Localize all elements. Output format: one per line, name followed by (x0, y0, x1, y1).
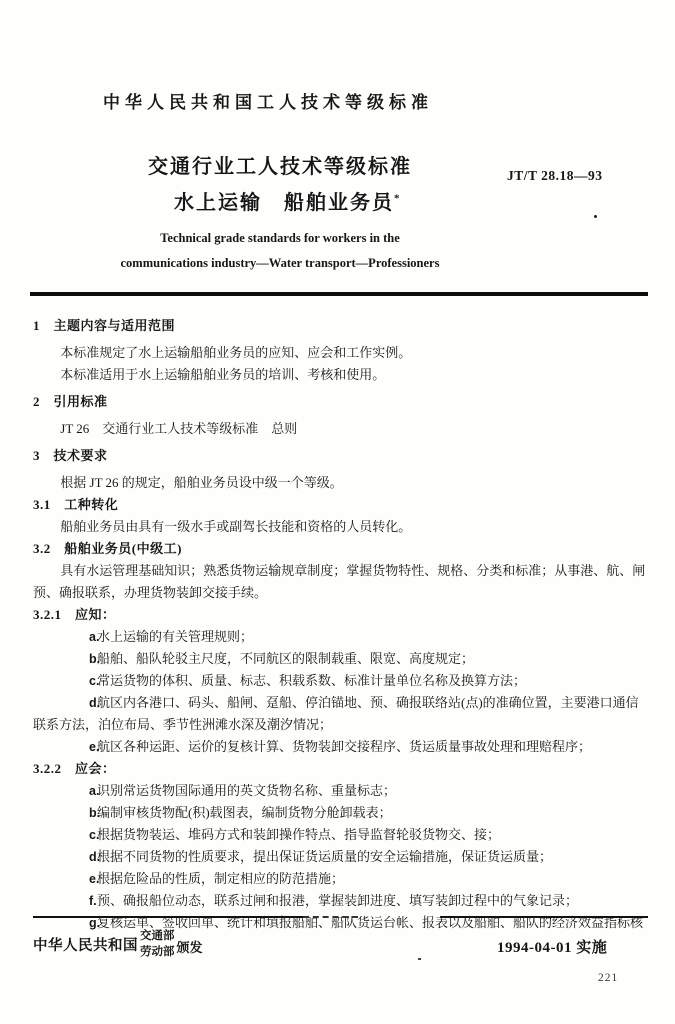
section-3-2-heading: 3.2 船舶业务员(中级工) (33, 541, 182, 556)
scan-speck (418, 958, 421, 960)
list-item (33, 626, 648, 648)
list-item-text: 船舶、船队轮驳主尺度，不同航区的限制载重、限宽、高度规定； (97, 651, 475, 666)
list-item (33, 890, 648, 912)
list-item-letter: a. (89, 630, 100, 644)
section-3-1-paragraph: 船舶业务员由具有一级水手或副驾长技能和资格的人员转化。 (60, 519, 412, 534)
list-item-letter: a. (89, 784, 100, 798)
footer-rule-right (440, 916, 648, 918)
issuer-ministry-2: 劳动部 (140, 946, 175, 958)
list-item-letter: b. (89, 652, 101, 666)
document-title-line1: 交通行业工人技术等级标准 (148, 156, 412, 178)
list-item-letter: c. (89, 828, 100, 842)
list-item (33, 736, 648, 758)
footer-rule-dashes (303, 916, 358, 918)
list-item-letter: c. (89, 674, 100, 688)
national-standard-header: 中华人民共和国工人技术等级标准 (103, 93, 433, 112)
section-1-paragraph: 本标准规定了水上运输船舶业务员的应知、应会和工作实例。 (60, 345, 412, 360)
scan-speck (594, 215, 597, 218)
document-title-line2 (174, 186, 402, 215)
page-number: 221 (598, 972, 619, 984)
english-title-line2: communications industry—Water transport—Professioners (120, 256, 440, 270)
list-item-letter: b. (89, 806, 101, 820)
document-body (33, 310, 648, 934)
list-item (33, 780, 648, 802)
section-2-paragraph: JT 26 交通行业工人技术等级标准 总则 (60, 421, 298, 436)
list-item-letter: e. (89, 740, 100, 754)
header-divider-rule (30, 292, 648, 296)
section-2-heading: 2 引用标准 (33, 394, 108, 409)
list-item (33, 802, 648, 824)
english-title (0, 226, 560, 276)
list-item-text: 根据货物装运、堆码方式和装卸操作特点、指导监督轮驳货物交、接； (97, 827, 501, 842)
list-item-text: 根据不同货物的性质要求，提出保证货运质量的安全运输措施，保证货运质量； (97, 849, 553, 864)
section-3-1-heading: 3.1 工种转化 (33, 497, 119, 512)
list-item-text: 航区各种运距、运价的复核计算、货物装卸交接程序、货运质量事故处理和理赔程序； (97, 739, 592, 754)
title-text: 水上运输 船舶业务员 (174, 192, 394, 214)
section-3-2-1-heading: 3.2.1 应知： (33, 607, 116, 622)
issuer-ministry-1: 交通部 (140, 930, 175, 942)
section-1-paragraph: 本标准适用于水上运输船舶业务员的培训、考核和使用。 (60, 367, 386, 382)
list-item-text: 编制审核货物配(积)载图表，编制货物分舱卸载表； (97, 805, 392, 820)
issuer-suffix: 颁发 (176, 939, 203, 955)
list-item-text: 预、确报船位动态，联系过闸和报港，掌握装卸进度、填写装卸过程中的气象记录； (97, 893, 579, 908)
list-item (33, 824, 648, 846)
list-item (33, 692, 648, 736)
list-item (33, 648, 648, 670)
list-item (33, 670, 648, 692)
list-item-text: 航区内各港口、码头、船闸、趸船、停泊锚地、预、确报联络站(点)的准确位置，主要港口通信联系方法，泊位布局、季节性洲滩水深及潮汐情况； (33, 695, 639, 732)
list-item-letter: e. (89, 872, 100, 886)
english-title-line1: Technical grade standards for workers in the (160, 231, 400, 245)
issuer-ministries (140, 928, 175, 960)
section-3-heading: 3 技术要求 (33, 448, 108, 463)
list-item-text: 根据危险品的性质，制定相应的防范措施； (97, 871, 345, 886)
list-item (33, 846, 648, 868)
standard-number: JT/T 28.18—93 (507, 168, 603, 183)
issuing-authority (33, 928, 203, 960)
list-item-letter: d. (89, 850, 101, 864)
implementation-date: 1994-04-01 实施 (497, 940, 608, 956)
section-3-paragraph: 根据 JT 26 的规定，船舶业务员设中级一个等级。 (60, 475, 343, 490)
section-1-heading: 1 主题内容与适用范围 (33, 318, 176, 333)
section-3-2-2-heading: 3.2.2 应会： (33, 761, 116, 776)
list-item-letter: d. (89, 696, 101, 710)
list-item-text: 常运货物的体积、质量、标志、积载系数、标准计量单位名称及换算方法； (97, 673, 527, 688)
list-item-letter: g. (89, 916, 101, 930)
list-item (33, 868, 648, 890)
list-item-text: 识别常运货物国际通用的英文货物名称、重量标志； (97, 783, 397, 798)
footer-rule-left (33, 916, 303, 918)
issuer-country: 中华人民共和国 (33, 937, 138, 954)
title-footnote-mark: * (394, 192, 402, 205)
list-item-text: 复核运单、签收回单、统计和填报船舶、船队货运台帐、报表以及船舶、船队的经济效益指标核 (97, 915, 644, 930)
list-item-letter: f. (89, 894, 97, 908)
list-item-text: 水上运输的有关管理规则； (97, 629, 254, 644)
section-3-2-paragraph: 具有水运管理基础知识；熟悉货物运输规章制度；掌握货物特性、规格、分类和标准；从事港、航、闸预、确报联系，办理货物装卸交接手续。 (33, 563, 646, 600)
